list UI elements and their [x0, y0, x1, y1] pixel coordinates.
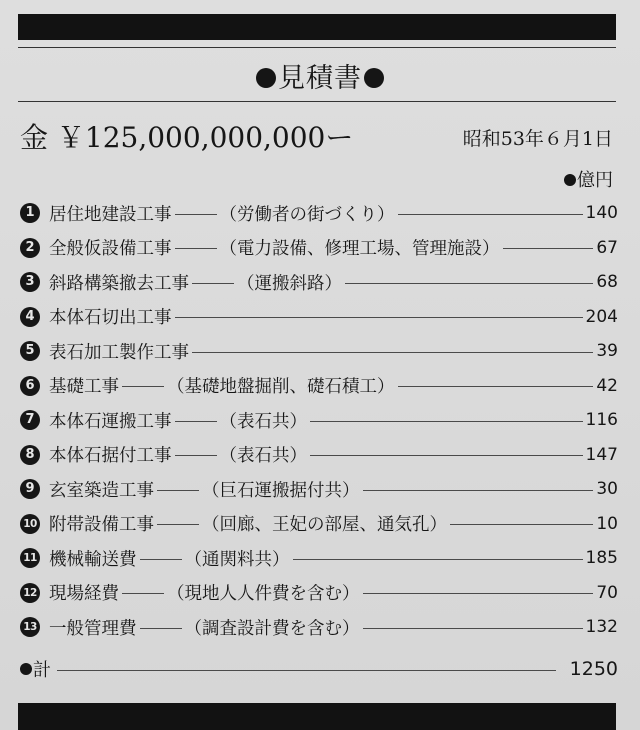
item-note: （巨石運搬据付共） — [202, 480, 360, 501]
leader-line — [293, 559, 583, 560]
list-item — [20, 438, 618, 473]
item-value: 140 — [585, 203, 618, 224]
list-item — [20, 541, 618, 576]
item-name: 一般管理費 — [49, 618, 137, 639]
total-label: 計 — [33, 660, 51, 681]
bullet-icon — [364, 68, 384, 88]
list-item — [20, 334, 618, 369]
item-value: 147 — [585, 444, 618, 465]
leader-line — [122, 386, 164, 387]
item-value: 39 — [596, 341, 618, 362]
unit-label — [564, 166, 613, 192]
item-note: （運搬斜路） — [237, 273, 342, 294]
item-value: 10 — [596, 513, 618, 534]
item-name: 本体石据付工事 — [49, 446, 172, 467]
leader-line — [503, 248, 594, 249]
item-number-badge: 6 — [20, 376, 40, 396]
item-name: 本体石運搬工事 — [49, 411, 172, 432]
leader-line — [175, 248, 217, 249]
leader-line — [363, 628, 583, 629]
leader-line — [57, 670, 556, 671]
top-black-bar — [18, 14, 616, 40]
unit-text: 億円 — [577, 170, 613, 191]
leader-line — [140, 628, 182, 629]
item-number-badge: 4 — [20, 307, 40, 327]
item-note: （通関料共） — [184, 549, 290, 570]
item-number-badge: 8 — [20, 445, 40, 465]
list-item — [20, 196, 618, 231]
bottom-black-bar — [18, 703, 616, 730]
total-value: 1250 — [569, 658, 618, 680]
leader-line — [363, 490, 594, 491]
top-rule — [18, 47, 616, 48]
item-name: 居住地建設工事 — [49, 204, 172, 225]
item-name: 現場経費 — [49, 584, 119, 605]
item-value: 42 — [596, 375, 618, 396]
leader-line — [363, 593, 594, 594]
item-value: 116 — [585, 410, 618, 431]
cost-items-list — [20, 196, 618, 645]
leader-line — [310, 455, 583, 456]
leader-line — [175, 421, 217, 422]
leader-line — [192, 352, 593, 353]
leader-line — [175, 455, 217, 456]
leader-line — [157, 490, 199, 491]
leader-line — [398, 214, 583, 215]
list-item — [20, 300, 618, 335]
item-note: （表石共） — [219, 446, 307, 467]
item-value: 30 — [596, 479, 618, 500]
leader-line — [345, 283, 593, 284]
bullet-icon — [20, 663, 32, 675]
item-number-badge: 9 — [20, 479, 40, 499]
list-item — [20, 576, 618, 611]
item-name: 本体石切出工事 — [49, 308, 172, 329]
list-item — [20, 403, 618, 438]
leader-line — [398, 386, 594, 387]
item-number-badge: 13 — [20, 617, 40, 637]
item-number-badge: 10 — [20, 514, 40, 534]
list-item — [20, 610, 618, 645]
leader-line — [450, 524, 593, 525]
leader-line — [310, 421, 583, 422]
item-value: 67 — [596, 237, 618, 258]
leader-line — [140, 559, 182, 560]
item-name: 全般仮設備工事 — [49, 239, 172, 260]
bullet-icon — [256, 68, 276, 88]
item-name: 斜路構築撤去工事 — [49, 273, 189, 294]
item-number-badge: 7 — [20, 410, 40, 430]
item-number-badge: 3 — [20, 272, 40, 292]
item-number-badge: 1 — [20, 203, 40, 223]
item-value: 68 — [596, 272, 618, 293]
item-note: （調査設計費を含む） — [184, 618, 360, 639]
list-item — [20, 231, 618, 266]
item-name: 玄室築造工事 — [49, 480, 154, 501]
title-text: 見積書 — [278, 63, 362, 94]
item-name: 基礎工事 — [49, 377, 119, 398]
item-note: （基礎地盤掘削、礎石積工） — [167, 377, 395, 398]
leader-line — [192, 283, 234, 284]
item-value: 185 — [585, 548, 618, 569]
document-title — [0, 56, 640, 95]
item-value: 70 — [596, 582, 618, 603]
bullet-icon — [564, 174, 576, 186]
item-value: 204 — [585, 306, 618, 327]
item-number-badge: 12 — [20, 583, 40, 603]
item-number-badge: 11 — [20, 548, 40, 568]
item-name: 附帯設備工事 — [49, 515, 154, 536]
leader-line — [175, 214, 217, 215]
item-note: （労働者の街づくり） — [219, 204, 395, 225]
total-row — [20, 656, 618, 682]
item-value: 132 — [585, 617, 618, 638]
item-note: （電力設備、修理工場、管理施設） — [219, 239, 500, 260]
item-note: （現地人人件費を含む） — [167, 584, 360, 605]
leader-line — [122, 593, 164, 594]
list-item — [20, 265, 618, 300]
total-amount: 金 ￥125,000,000,000ー — [20, 121, 354, 154]
item-note: （表石共） — [219, 411, 307, 432]
list-item — [20, 472, 618, 507]
leader-line — [157, 524, 199, 525]
leader-line — [175, 317, 583, 318]
list-item — [20, 369, 618, 404]
item-number-badge: 5 — [20, 341, 40, 361]
item-name: 表石加工製作工事 — [49, 342, 189, 363]
title-rule — [18, 101, 616, 102]
list-item — [20, 507, 618, 542]
item-name: 機械輸送費 — [49, 549, 137, 570]
document-date: 昭和53年６月1日 — [462, 128, 613, 150]
item-number-badge: 2 — [20, 238, 40, 258]
item-note: （回廊、王妃の部屋、通気孔） — [202, 515, 447, 536]
